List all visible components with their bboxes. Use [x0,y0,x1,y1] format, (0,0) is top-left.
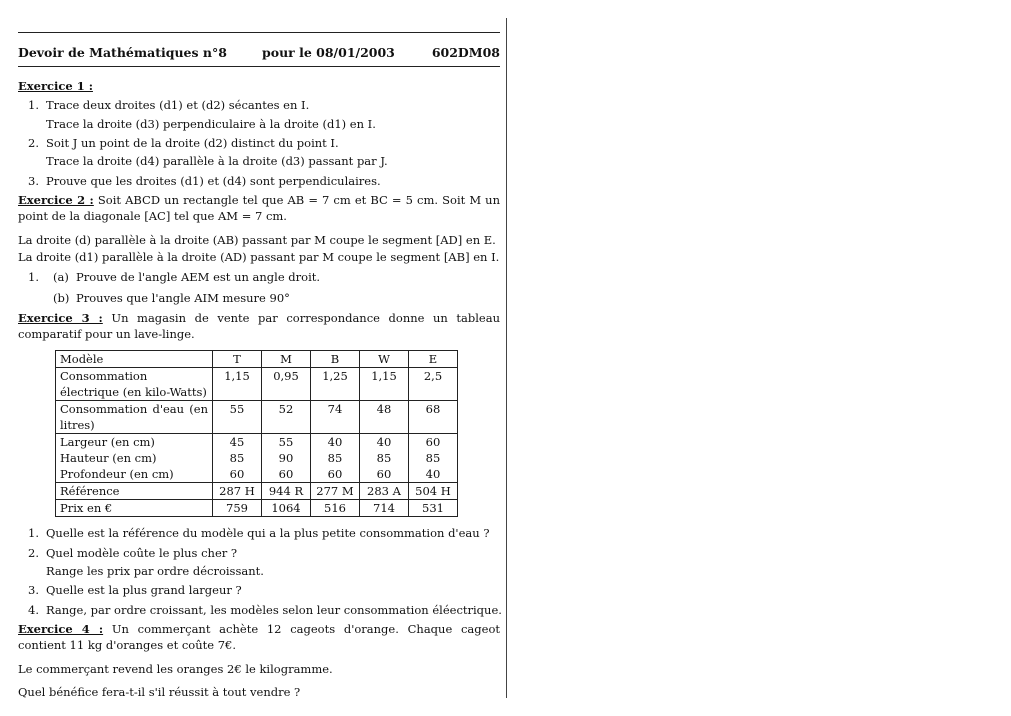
item-number: 2. [28,546,39,560]
table-row [56,483,458,500]
table-cell: 60 [311,466,360,483]
table-header-cell: E [409,351,458,368]
item-number: 1. [28,270,39,284]
table-cell: 68 [409,401,458,434]
subitem-label: (a) [53,270,69,284]
item-number: 4. [28,603,39,617]
item-text: Soit J un point de la droite (d2) distinct du point I. [46,136,339,150]
ex4-heading: Exercice 4 : [18,622,104,636]
table-cell: 52 [262,401,311,434]
comparison-table [55,350,458,517]
table-header-cell: Modèle [56,351,213,368]
item-number: 3. [28,583,39,597]
table-cell: 40 [409,466,458,483]
table-cell: 40 [311,434,360,451]
ex4-intro: Un commerçant achète 12 cageots d'orange. Chaque cageot contient 11 kg d'oranges et coûte 7€. [18,622,500,652]
table-cell: 55 [213,401,262,434]
ex1-heading-row [18,78,500,94]
table-cell: 60 [360,466,409,483]
table-cell: 40 [360,434,409,451]
ex3-intro: Un magasin de vente par correspondance donne un tableau comparatif pour un lave-linge. [18,311,500,341]
table-row [56,500,458,517]
subitem-label: (b) [53,291,70,305]
item-text: Quel modèle coûte le plus cher ? [46,546,238,560]
table-cell: 531 [409,500,458,517]
ex4-paragraph-1: Le commerçant revend les oranges 2€ le kilogramme. [18,662,333,676]
item-number: 3. [28,174,39,188]
item-text: Quelle est la plus grand largeur ? [46,583,242,597]
table-cell: 0,95 [262,368,311,401]
item-text: Trace deux droites (d1) et (d2) sécantes en I. [46,98,310,112]
top-rule [18,32,500,33]
header-rule [18,66,500,67]
table-cell: 55 [262,434,311,451]
table-row [56,401,458,434]
table-cell: 1064 [262,500,311,517]
table-cell: 1,25 [311,368,360,401]
item-text: Trace la droite (d3) perpendiculaire à la droite (d1) en I. [46,117,376,131]
ex2-paragraph-2: La droite (d1) parallèle à la droite (AD) passant par M coupe le segment [AB] en I. [18,250,500,264]
table-row-label: Consommation électrique (en kilo-Watts) [56,368,213,401]
item-text: Trace la droite (d4) parallèle à la droite (d3) passant par J. [46,154,388,168]
table-header-cell: M [262,351,311,368]
table-row-label: Hauteur (en cm) [56,450,213,466]
item-number: 1. [28,98,39,112]
ex1-heading: Exercice 1 : [18,79,93,93]
table-cell: 2,5 [409,368,458,401]
due-date: pour le 08/01/2003 [262,45,395,60]
table-cell: 60 [409,434,458,451]
ex2-intro-paragraph [18,192,500,224]
page-edge-line [506,18,507,698]
table-cell: 48 [360,401,409,434]
table-cell: 90 [262,450,311,466]
item-text: Range, par ordre croissant, les modèles selon leur consommation éléectrique. [46,603,502,617]
table-cell: 85 [213,450,262,466]
table-cell: 74 [311,401,360,434]
document-title: Devoir de Mathématiques n°8 [18,45,227,60]
table-cell: 277 M [311,483,360,500]
ex2-heading: Exercice 2 : [18,193,94,207]
table-row-label: Prix en € [56,500,213,517]
table-cell: 283 A [360,483,409,500]
item-number: 1. [28,526,39,540]
table-header-cell: T [213,351,262,368]
item-text: Range les prix par ordre décroissant. [46,564,264,578]
table-cell: 1,15 [213,368,262,401]
ex4-paragraph-2: Quel bénéfice fera-t-il s'il réussit à tout vendre ? [18,685,301,699]
table-row [56,434,458,451]
table-row [56,368,458,401]
table-cell: 944 R [262,483,311,500]
ex2-paragraph-1: La droite (d) parallèle à la droite (AB) passant par M coupe le segment [AD] en E. [18,233,496,247]
table-header-row [56,351,458,368]
table-header-cell: B [311,351,360,368]
table-cell: 516 [311,500,360,517]
table-row-label: Profondeur (en cm) [56,466,213,483]
table-cell: 714 [360,500,409,517]
ex4-intro-paragraph [18,621,500,653]
ex3-heading: Exercice 3 : [18,311,103,325]
ex2-intro: Soit ABCD un rectangle tel que AB = 7 cm et BC = 5 cm. Soit M un point de la diagonale [AC] tel que AM = 7 cm. [18,193,500,223]
table-cell: 85 [311,450,360,466]
table-row [56,466,458,483]
document-code: 602DM08 [431,45,500,60]
subitem-text: Prouves que l'angle AIM mesure 90° [76,291,290,305]
item-number: 2. [28,136,39,150]
table-cell: 759 [213,500,262,517]
table-cell: 1,15 [360,368,409,401]
ex3-intro-paragraph [18,310,500,342]
item-text: Prouve que les droites (d1) et (d4) sont perpendiculaires. [46,174,381,188]
table-row-label: Largeur (en cm) [56,434,213,451]
table-cell: 85 [409,450,458,466]
item-text: Quelle est la référence du modèle qui a la plus petite consommation d'eau ? [46,526,490,540]
table-header-cell: W [360,351,409,368]
table-cell: 60 [262,466,311,483]
table-cell: 45 [213,434,262,451]
table-row [56,450,458,466]
table-cell: 85 [360,450,409,466]
table-row-label: Consommation d'eau (en litres) [56,401,213,434]
document-header [18,45,500,61]
table-cell: 287 H [213,483,262,500]
table-cell: 60 [213,466,262,483]
table-cell: 504 H [409,483,458,500]
table-row-label: Référence [56,483,213,500]
subitem-text: Prouve de l'angle AEM est un angle droit. [76,270,321,284]
